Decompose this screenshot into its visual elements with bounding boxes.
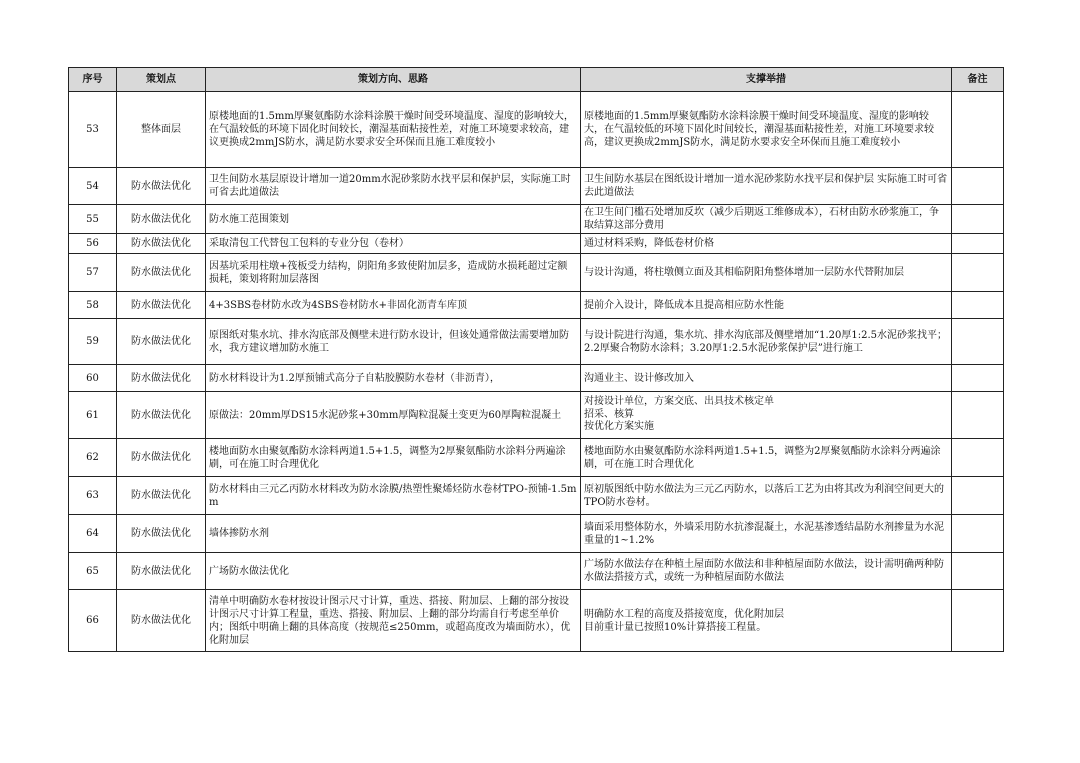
cell-support: 在卫生间门槛石处增加反坎（减少后期返工维修成本），石材由防水砂浆施工，争取结算这部分费用: [581, 205, 952, 234]
header-remark: 备注: [952, 68, 1004, 92]
table-row: [69, 205, 1004, 234]
cell-seq: 61: [69, 392, 117, 439]
cell-remark: [952, 292, 1004, 319]
cell-remark: [952, 365, 1004, 392]
cell-remark: [952, 234, 1004, 254]
cell-support: 明确防水工程的高度及搭接宽度，优化附加层 目前重计量已按照10%计算搭接工程量。: [581, 590, 952, 652]
cell-remark: [952, 254, 1004, 292]
cell-direction: 防水施工范围策划: [206, 205, 581, 234]
cell-point: 防水做法优化: [117, 319, 206, 365]
cell-direction: 原楼地面的1.5mm厚聚氨酯防水涂料涂膜干燥时间受环境温度、湿度的影响较大，在气温较低的环境下固化时间较长，潮湿基面粘接性差，对施工环境要求较高，建议更换成2mmJS防水，满足防水要求安全环保而且施工难度较小: [206, 92, 581, 168]
table-row: [69, 515, 1004, 553]
cell-direction: 墙体掺防水剂: [206, 515, 581, 553]
cell-seq: 55: [69, 205, 117, 234]
header-direction: 策划方向、思路: [206, 68, 581, 92]
header-seq: 序号: [69, 68, 117, 92]
cell-remark: [952, 392, 1004, 439]
cell-direction: 卫生间防水基层原设计增加一道20mm水泥砂浆防水找平层和保护层，实际施工时可省去此道做法: [206, 168, 581, 205]
cell-point: 防水做法优化: [117, 234, 206, 254]
cell-direction: 原做法：20mm厚DS15水泥砂浆+30mm厚陶粒混凝土变更为60厚陶粒混凝土: [206, 392, 581, 439]
header-row: [69, 68, 1004, 92]
cell-point: 防水做法优化: [117, 365, 206, 392]
table-row: [69, 254, 1004, 292]
table-row: [69, 365, 1004, 392]
cell-support: 通过材料采购，降低卷材价格: [581, 234, 952, 254]
cell-seq: 62: [69, 439, 117, 477]
cell-seq: 56: [69, 234, 117, 254]
cell-seq: 64: [69, 515, 117, 553]
cell-point: 防水做法优化: [117, 477, 206, 515]
cell-direction: 原图纸对集水坑、排水沟底部及侧壁未进行防水设计，但该处通常做法需要增加防水，我方建议增加防水施工: [206, 319, 581, 365]
cell-direction: 4+3SBS卷材防水改为4SBS卷材防水+非固化沥青车库顶: [206, 292, 581, 319]
cell-support: 提前介入设计，降低成本且提高相应防水性能: [581, 292, 952, 319]
cell-direction: 采取清包工代替包工包料的专业分包（卷材）: [206, 234, 581, 254]
cell-seq: 58: [69, 292, 117, 319]
cell-point: 防水做法优化: [117, 515, 206, 553]
cell-direction: 清单中明确防水卷材按设计图示尺寸计算，重迭、搭接、附加层、上翻的部分按设计图示尺寸计算工程量，重迭、搭接、附加层、上翻的部分均需自行考虑至单价内；图纸中明确上翻的具体高度（按规范≤250mm，或超高度改为墙面防水），优化附加层: [206, 590, 581, 652]
header-support: 支撑举措: [581, 68, 952, 92]
table-row: [69, 553, 1004, 590]
table-row: [69, 590, 1004, 652]
cell-support: 广场防水做法存在种植土屋面防水做法和非种植屋面防水做法，设计需明确两种防水做法搭接方式，或统一为种植屋面防水做法: [581, 553, 952, 590]
table-row: [69, 168, 1004, 205]
cell-remark: [952, 553, 1004, 590]
table-row: [69, 292, 1004, 319]
cell-support: 沟通业主、设计修改加入: [581, 365, 952, 392]
cell-seq: 54: [69, 168, 117, 205]
cell-direction: 防水材料由三元乙丙防水材料改为防水涂膜/热塑性聚烯烃防水卷材TPO-预铺-1.5mm: [206, 477, 581, 515]
cell-remark: [952, 319, 1004, 365]
cell-support: 原初版图纸中防水做法为三元乙丙防水，以落后工艺为由将其改为利润空间更大的TPO防水卷材。: [581, 477, 952, 515]
cell-direction: 广场防水做法优化: [206, 553, 581, 590]
cell-point: 防水做法优化: [117, 590, 206, 652]
cell-point: 防水做法优化: [117, 254, 206, 292]
header-point: 策划点: [117, 68, 206, 92]
cell-support: 原楼地面的1.5mm厚聚氨酯防水涂料涂膜干燥时间受环境温度、湿度的影响较大，在气温较低的环境下固化时间较长，潮湿基面粘接性差，对施工环境要求较高，建议更换成2mmJS防水，满足防水要求安全环保而且施工难度较小: [581, 92, 952, 168]
cell-remark: [952, 590, 1004, 652]
cell-seq: 59: [69, 319, 117, 365]
cell-point: 防水做法优化: [117, 553, 206, 590]
cell-direction: 楼地面防水由聚氨酯防水涂料两道1.5+1.5，调整为2厚聚氨酯防水涂料分两遍涂刷，可在施工时合理优化: [206, 439, 581, 477]
table-row: [69, 477, 1004, 515]
cell-remark: [952, 168, 1004, 205]
cell-support: 与设计院进行沟通，集水坑、排水沟底部及侧壁增加“1.20厚1:2.5水泥砂浆找平；2.2厚聚合物防水涂料；3.20厚1:2.5水泥砂浆保护层”进行施工: [581, 319, 952, 365]
table-row: [69, 319, 1004, 365]
cell-seq: 66: [69, 590, 117, 652]
cell-remark: [952, 477, 1004, 515]
cell-support: 与设计沟通，将柱墩侧立面及其相临阴阳角整体增加一层防水代替附加层: [581, 254, 952, 292]
cell-remark: [952, 439, 1004, 477]
cell-support: 卫生间防水基层在图纸设计增加一道水泥砂浆防水找平层和保护层 实际施工时可省去此道做法: [581, 168, 952, 205]
cell-point: 防水做法优化: [117, 439, 206, 477]
cell-point: 防水做法优化: [117, 168, 206, 205]
planning-table: [68, 67, 1004, 652]
cell-remark: [952, 515, 1004, 553]
cell-point: 防水做法优化: [117, 392, 206, 439]
cell-remark: [952, 92, 1004, 168]
cell-point: 防水做法优化: [117, 292, 206, 319]
cell-direction: 防水材料设计为1.2厚预铺式高分子自粘胶膜防水卷材（非沥青），: [206, 365, 581, 392]
cell-point: 防水做法优化: [117, 205, 206, 234]
cell-support: 楼地面防水由聚氨酯防水涂料两道1.5+1.5，调整为2厚聚氨酯防水涂料分两遍涂刷，可在施工时合理优化: [581, 439, 952, 477]
cell-direction: 因基坑采用柱墩+筏板受力结构，阴阳角多致使附加层多，造成防水损耗超过定额损耗，策划将附加层落图: [206, 254, 581, 292]
cell-support: 对接设计单位，方案交底、出具技术核定单 招采、核算 按优化方案实施: [581, 392, 952, 439]
table-row: [69, 392, 1004, 439]
cell-point: 整体面层: [117, 92, 206, 168]
table-row: [69, 92, 1004, 168]
cell-seq: 57: [69, 254, 117, 292]
cell-support: 墙面采用整体防水，外墙采用防水抗渗混凝土，水泥基渗透结晶防水剂掺量为水泥重量的1~1.2%: [581, 515, 952, 553]
cell-seq: 63: [69, 477, 117, 515]
cell-seq: 65: [69, 553, 117, 590]
cell-remark: [952, 205, 1004, 234]
cell-seq: 53: [69, 92, 117, 168]
table-row: [69, 234, 1004, 254]
table-row: [69, 439, 1004, 477]
cell-seq: 60: [69, 365, 117, 392]
